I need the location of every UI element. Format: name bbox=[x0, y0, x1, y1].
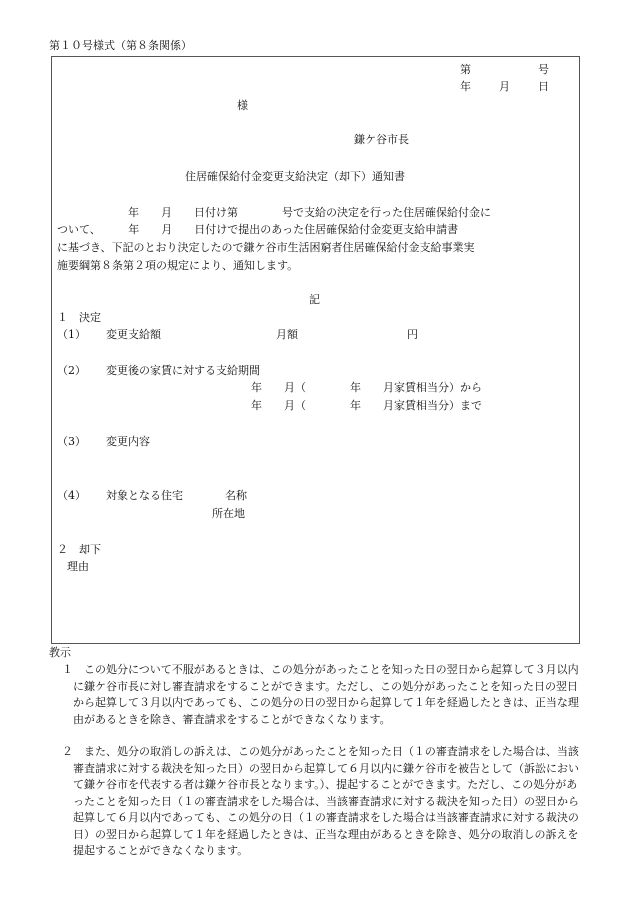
item1-yen-label: 円 bbox=[407, 328, 418, 341]
item3-number: （3） bbox=[57, 435, 86, 448]
page-title: 住居確保給付金変更支給決定（却下）通知書 bbox=[185, 170, 405, 183]
intro-line-1: 年 月 日付け第 号で支給の決定を行った住居確保給付金に bbox=[128, 206, 491, 219]
document-number-suffix: 号 bbox=[538, 63, 549, 76]
item2-label: 変更後の家賃に対する支給期間 bbox=[106, 364, 260, 377]
addressee-suffix: 様 bbox=[237, 99, 248, 112]
ki-label: 記 bbox=[309, 293, 320, 306]
intro-line-3: に基づき、下記のとおり決定したので鎌ケ谷市生活困窮者住居確保給付金支給事業実 bbox=[57, 241, 475, 254]
notice-item-2: ２ また、処分の取消しの訴えは、この処分があったことを知った日（１の審査請求をした場合は、当該審査請求に対する裁決を知った日）の翌日から起算して６月以内に鎌ケ谷市を被告として（訴訟において鎌ケ谷市を代表する者は鎌ケ谷市長となります。）、提起することができます。ただし、この処分があったことを知った日（１の審査請求をした場合は、当該審査請求に対する裁決を知った日）の翌日から起算して６月以内であっても、この処分の日（１の審査請求をした場合は当該審査請求に対する裁決の日）の翌日から起算して１年を経過したときは、正当な理由があるときを除き、処分の取消しの訴えを提起することができなくなります。 bbox=[62, 745, 579, 857]
item1-label: 変更支給額 bbox=[106, 328, 161, 341]
rejection-reason-label: 理由 bbox=[67, 560, 89, 573]
notice-item-1: １ この処分について不服があるときは、この処分があったことを知った日の翌日から起算して３月以内に鎌ケ谷市長に対し審査請求をすることができます。ただし、この処分があったことを知った日の翌日から起算して３月以内であっても、この処分の日の翌日から起算して１年を経過したときは、正当な理由があるときを除き、審査請求をすることができなくなります。 bbox=[62, 663, 579, 726]
date-day: 日 bbox=[538, 80, 549, 93]
item3-label: 変更内容 bbox=[106, 435, 150, 448]
item4-label: 対象となる住宅 bbox=[106, 489, 183, 502]
item2-number: （2） bbox=[57, 364, 86, 377]
item1-number: （1） bbox=[57, 328, 86, 341]
date-year: 年 bbox=[460, 80, 471, 93]
intro-line-4: 施要綱第８条第２項の規定により、通知します。 bbox=[57, 259, 299, 272]
item1-monthly-label: 月額 bbox=[276, 328, 298, 341]
notice-heading: 教示 bbox=[49, 646, 71, 659]
item2-period-to: 年 月（ 年 月家賃相当分）まで bbox=[251, 399, 482, 412]
item4-number: （4） bbox=[57, 489, 86, 502]
form-frame bbox=[51, 56, 580, 644]
item4-location-label: 所在地 bbox=[212, 507, 245, 520]
intro-line-2: ついて、 年 月 日付けで提出のあった住居確保給付金変更支給申請書 bbox=[57, 223, 459, 236]
form-number: 第１０号様式（第８条関係） bbox=[49, 39, 192, 52]
rejection-heading: ２ 却下 bbox=[57, 543, 101, 556]
document-number-prefix: 第 bbox=[460, 63, 471, 76]
date-month: 月 bbox=[499, 80, 510, 93]
item4-name-label: 名称 bbox=[225, 489, 247, 502]
issuer: 鎌ケ谷市長 bbox=[354, 133, 409, 146]
decision-heading: １ 決定 bbox=[57, 311, 101, 324]
item2-period-from: 年 月（ 年 月家賃相当分）から bbox=[251, 381, 482, 394]
